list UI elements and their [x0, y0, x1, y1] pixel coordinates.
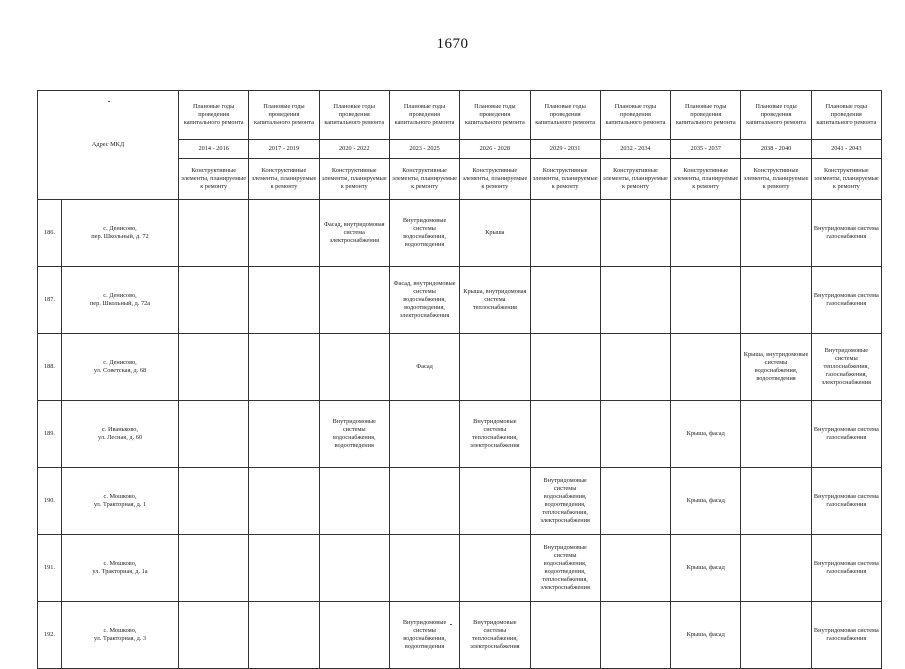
repair-elements: Внутридомовая система газоснабжения [813, 425, 879, 441]
planned-years-label: Плановые годы проведения капитального ремонта [254, 102, 314, 127]
repair-cell [530, 468, 600, 535]
elements-label: Конструктивные элементы, планируемые к ремонту [743, 166, 809, 191]
repair-cell [530, 200, 600, 267]
repair-cell [319, 535, 389, 602]
repair-cell [249, 602, 319, 669]
repair-cell [530, 401, 600, 468]
row-number-cell [38, 200, 62, 267]
repair-cell [811, 468, 881, 535]
repair-cell [530, 267, 600, 334]
period-label: 2041 - 2043 [831, 144, 862, 152]
elements-header [249, 159, 319, 200]
repair-elements: Внутридомовые системы теплоснабжения, электроснабжения [470, 618, 520, 651]
repair-elements: Крыша, фасад [686, 630, 725, 638]
repair-cell [671, 535, 741, 602]
period-label: 2026 - 2028 [479, 144, 511, 152]
repair-elements: Внутридомовая система газоснабжения [813, 626, 879, 642]
planned-years-label: Плановые годы проведения капитального ремонта [394, 102, 455, 127]
planned-years-header [811, 91, 881, 140]
elements-label: Конструктивные элементы, планируемые к ремонту [673, 166, 739, 191]
repair-elements: Крыша, фасад [686, 563, 725, 571]
repair-cell [811, 535, 881, 602]
address-line: с. Денисово, [103, 224, 137, 232]
elements-label: Конструктивные элементы, планируемые к ремонту [813, 166, 879, 191]
planned-years-header [319, 91, 389, 140]
repair-elements: Внутридомовые системы водоснабжения, водоотведения, теплоснабжения, электроснабжения [540, 543, 590, 592]
address-line: пер. Школьный, д. 72 [91, 233, 149, 240]
table-row [38, 200, 882, 267]
repair-elements: Крыша, внутридомовые системы водоснабжения, водоотведения [743, 350, 809, 383]
address-line: с. Денисово, [103, 291, 137, 299]
elements-header [179, 159, 249, 200]
table-row [38, 401, 882, 468]
period-header [530, 140, 600, 159]
elements-label: Конструктивные элементы, планируемые к ремонту [603, 166, 668, 191]
address-line: ул. Тракторная, д. 3 [93, 635, 147, 642]
planned-years-label: Плановые годы проведения капитального ремонта [746, 102, 806, 127]
repair-cell [249, 535, 319, 602]
address-cell [62, 267, 179, 334]
repair-cell [319, 200, 389, 267]
repair-cell [179, 468, 249, 535]
repair-cell [530, 334, 600, 401]
repair-cell [389, 334, 459, 401]
repair-elements: Фасад, внутридомовые системы водоснабжения, водоотведения, электроснабжения [393, 279, 456, 320]
table-body [38, 200, 882, 669]
repair-cell [179, 200, 249, 267]
header-row-years-label [38, 91, 882, 140]
repair-cell [319, 401, 389, 468]
address-cell [62, 468, 179, 535]
repair-cell [179, 267, 249, 334]
row-number-cell [38, 401, 62, 468]
row-number: 189. [43, 429, 56, 437]
repair-cell [389, 602, 459, 669]
table-row [38, 468, 882, 535]
repair-cell [741, 267, 811, 334]
period-label: 2017 - 2019 [268, 144, 300, 152]
address-cell [62, 200, 179, 267]
repair-cell [741, 468, 811, 535]
period-label: 2032 - 2034 [620, 144, 651, 152]
address-line: ул. Тракторная, д. 1 [93, 501, 147, 508]
elements-label: Конструктивные элементы, планируемые к ремонту [321, 166, 387, 191]
elements-header [600, 159, 670, 200]
period-label: 2023 - 2025 [409, 144, 440, 152]
repair-elements: Крыша, фасад [686, 496, 725, 504]
repair-elements: Внутридомовые системы теплоснабжения, газоснабжения, электроснабжения [821, 346, 872, 387]
repair-elements: Внутридомовая система газоснабжения [813, 559, 879, 575]
period-header [741, 140, 811, 159]
row-number-cell [38, 334, 62, 401]
row-number-cell [38, 468, 62, 535]
elements-label: Конструктивные элементы, планируемые к ремонту [251, 166, 317, 191]
planned-years-header [249, 91, 319, 140]
repair-cell [811, 334, 881, 401]
planned-years-label: Плановые годы проведения капитального ремонта [324, 102, 385, 127]
period-header [249, 140, 319, 159]
repair-cell [389, 200, 459, 267]
repair-cell [671, 200, 741, 267]
repair-cell [671, 334, 741, 401]
repair-cell [460, 267, 530, 334]
repair-cell [179, 602, 249, 669]
table-row [38, 602, 882, 669]
repair-cell [179, 535, 249, 602]
planned-years-header [179, 91, 249, 140]
period-label: 2029 - 2031 [549, 144, 581, 152]
repair-cell [249, 267, 319, 334]
repair-cell [460, 334, 530, 401]
address-line: с. Мошково, [103, 559, 137, 567]
repair-schedule-table [37, 90, 882, 669]
period-header [179, 140, 249, 159]
elements-header [741, 159, 811, 200]
repair-cell [179, 334, 249, 401]
elements-header [530, 159, 600, 200]
period-header [671, 140, 741, 159]
planned-years-header [389, 91, 459, 140]
row-number: 191. [43, 563, 56, 571]
elements-header [460, 159, 530, 200]
elements-label: Конструктивные элементы, планируемые к ремонту [181, 166, 247, 191]
repair-cell [460, 535, 530, 602]
elements-label: Конструктивные элементы, планируемые к ремонту [392, 166, 457, 191]
repair-cell [671, 468, 741, 535]
repair-cell [179, 401, 249, 468]
period-header [319, 140, 389, 159]
repair-cell [249, 401, 319, 468]
repair-cell [741, 535, 811, 602]
period-header [389, 140, 459, 159]
planned-years-header [530, 91, 600, 140]
period-label: 2020 - 2022 [339, 144, 370, 152]
row-number: 187. [43, 295, 56, 303]
repair-cell [319, 602, 389, 669]
planned-years-label: Плановые годы проведения капитального ремонта [535, 102, 596, 127]
address-cell [62, 535, 179, 602]
repair-elements: Внутридомовая система газоснабжения [813, 291, 879, 307]
scan-speck [450, 624, 452, 625]
repair-cell [389, 468, 459, 535]
elements-header [811, 159, 881, 200]
address-line: с. Мошково, [103, 492, 137, 500]
repair-elements: Внутридомовые системы водоснабжения, водоотведения [332, 417, 376, 450]
repair-cell [600, 535, 670, 602]
repair-cell [741, 334, 811, 401]
planned-years-header [671, 91, 741, 140]
repair-cell [249, 200, 319, 267]
repair-elements: Внутридомовая система газоснабжения [813, 492, 879, 508]
period-header [600, 140, 670, 159]
address-cell [62, 401, 179, 468]
address-line: ул. Тракторная, д. 1а [92, 568, 148, 575]
repair-cell [460, 401, 530, 468]
planned-years-label: Плановые годы проведения капитального ремонта [605, 102, 666, 127]
repair-cell [671, 401, 741, 468]
row-number: 188. [43, 362, 56, 370]
repair-cell [600, 468, 670, 535]
repair-elements: Внутридомовая система газоснабжения [813, 224, 879, 240]
planned-years-label: Плановые годы проведения капитального ремонта [183, 102, 244, 127]
address-cell [62, 334, 179, 401]
address-header: Адрес МКД [91, 140, 125, 148]
repair-cell [741, 200, 811, 267]
planned-years-header [460, 91, 530, 140]
repair-cell [811, 200, 881, 267]
elements-label: Конструктивные элементы, планируемые к ремонту [462, 166, 528, 191]
repair-cell [741, 401, 811, 468]
repair-cell [319, 334, 389, 401]
row-number: 190. [43, 496, 56, 504]
repair-cell [389, 535, 459, 602]
page-number: 1670 [436, 36, 469, 52]
elements-header [319, 159, 389, 200]
row-number-cell [38, 535, 62, 602]
repair-cell [600, 602, 670, 669]
row-number-cell [38, 267, 62, 334]
repair-cell [600, 200, 670, 267]
repair-cell [319, 468, 389, 535]
repair-cell [530, 535, 600, 602]
repair-cell [741, 602, 811, 669]
period-label: 2038 - 2040 [760, 144, 792, 152]
planned-years-label: Плановые годы проведения капитального ремонта [464, 102, 525, 127]
address-line: с. Денисово, [103, 358, 137, 366]
repair-elements: Крыша, внутридомовая система теплоснабжения [463, 287, 527, 312]
planned-years-label: Плановые годы проведения капитального ремонта [675, 102, 736, 127]
period-header [460, 140, 530, 159]
row-number-cell [38, 602, 62, 669]
elements-label: Конструктивные элементы, планируемые к ремонту [532, 166, 598, 191]
row-number: 192. [43, 630, 56, 638]
repair-cell [811, 401, 881, 468]
period-header [811, 140, 881, 159]
period-label: 2014 - 2016 [198, 144, 229, 152]
repair-elements: Крыша [485, 228, 505, 236]
repair-elements: Внутридомовые системы водоснабжения, водоотведения [402, 216, 447, 249]
table-row [38, 267, 882, 334]
repair-cell [249, 334, 319, 401]
planned-years-label: Плановые годы проведения капитального ремонта [816, 102, 877, 127]
table-row [38, 334, 882, 401]
period-label: 2035 - 2037 [690, 144, 721, 152]
address-line: с. Иваньково, [102, 425, 138, 433]
repair-cell [389, 267, 459, 334]
repair-cell [811, 602, 881, 669]
elements-header [671, 159, 741, 200]
repair-cell [530, 602, 600, 669]
repair-cell [460, 468, 530, 535]
repair-cell [600, 267, 670, 334]
address-cell [62, 602, 179, 669]
address-line: пер. Школьный, д. 72а [89, 300, 151, 307]
repair-elements: Внутридомовые системы водоснабжения, водоотведения [402, 618, 447, 651]
repair-cell [600, 401, 670, 468]
repair-cell [460, 602, 530, 669]
scan-speck [108, 101, 110, 102]
repair-cell [600, 334, 670, 401]
address-line: с. Мошково, [103, 626, 137, 634]
address-line: ул. Советская, д. 68 [93, 367, 147, 374]
repair-elements: Фасад, внутридомовая система электроснабжения [323, 220, 385, 245]
row-number: 186. [43, 228, 56, 236]
elements-header [389, 159, 459, 200]
repair-elements: Фасад [416, 362, 433, 370]
repair-cell [319, 267, 389, 334]
repair-cell [671, 267, 741, 334]
planned-years-header [600, 91, 670, 140]
repair-elements: Внутридомовые системы теплоснабжения, электроснабжения [470, 417, 520, 450]
repair-cell [389, 401, 459, 468]
repair-cell [671, 602, 741, 669]
table-row [38, 535, 882, 602]
address-header-cell [38, 91, 179, 200]
address-line: ул. Лесная, д. 60 [98, 434, 142, 441]
repair-cell [460, 200, 530, 267]
repair-elements: Крыша, фасад [686, 429, 725, 437]
repair-elements: Внутридомовые системы водоснабжения, водоотведения, теплоснабжения, электроснабжения [540, 476, 590, 525]
repair-cell [249, 468, 319, 535]
planned-years-header [741, 91, 811, 140]
repair-cell [811, 267, 881, 334]
